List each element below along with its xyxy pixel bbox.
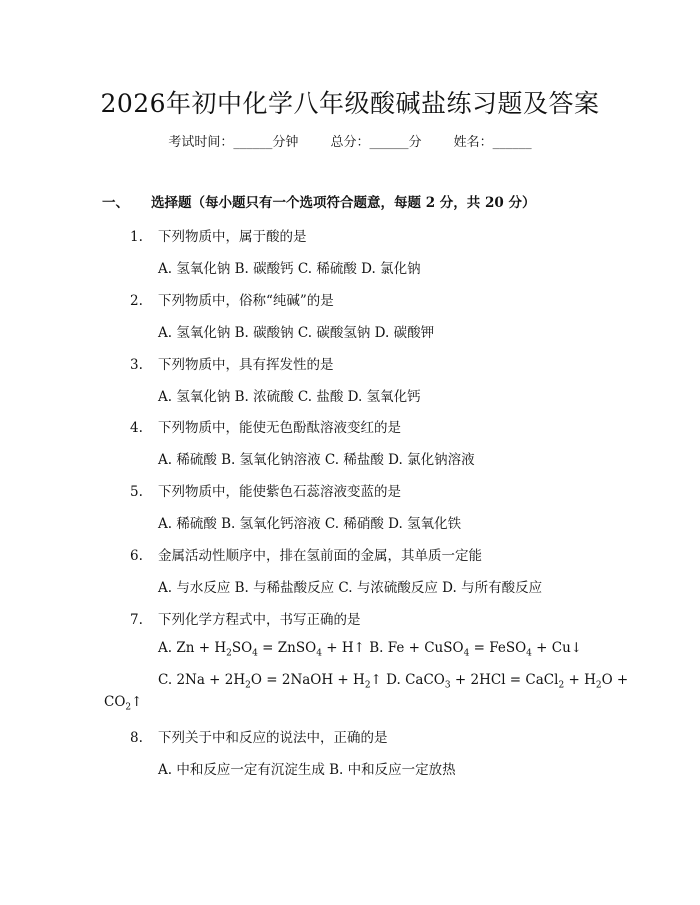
option-d-equation: CaCO$_3$ + 2HCl = CaCl$_2$ + $H_2O$ + xyxy=(405,672,629,691)
time-unit: 分钟 xyxy=(272,135,299,150)
option-a-equation: $Zn + H_2SO_4$ = ZnSO$_4$ + H↑ xyxy=(176,640,365,659)
question-number: 5. xyxy=(130,484,143,500)
total-score xyxy=(330,135,421,150)
option-c-equation: $2Na + 2H_2O$ = 2NaOH + $H_2↑$ xyxy=(176,672,382,691)
name-label: 姓名： xyxy=(453,135,493,150)
question-7 xyxy=(130,608,361,628)
section-text: 选择题（每小题只有一个选项符合题意，每题 2 分，共 20 分） xyxy=(151,195,536,211)
score-blank: ______ xyxy=(369,135,409,150)
question-number: 3. xyxy=(130,357,143,373)
name-blank: ______ xyxy=(492,135,532,150)
question-4-options: A. 稀硫酸 B. 氢氧化钠溶液 C. 稀盐酸 D. 氯化钠溶液 xyxy=(158,452,475,468)
question-stem: 下列物质中，能使无色酚酞溶液变红的是 xyxy=(158,420,401,436)
question-stem: 下列物质中，俗称“纯碱”的是 xyxy=(158,293,334,309)
option-d-label: D. xyxy=(386,672,401,688)
exam-meta xyxy=(0,131,700,150)
option-c-label: C. xyxy=(158,672,173,688)
page-title: 2026年初中化学八年级酸碱盐练习题及答案 xyxy=(100,89,600,118)
question-stem: 下列化学方程式中，书写正确的是 xyxy=(158,612,361,628)
question-2 xyxy=(130,289,334,309)
student-name xyxy=(454,135,532,150)
question-stem: 下列关于中和反应的说法中，正确的是 xyxy=(158,730,388,746)
option-d-equation-wrap: $CO_2↑$ xyxy=(104,694,143,713)
question-stem: 下列物质中，属于酸的是 xyxy=(158,229,307,245)
question-3-options: A. 氢氧化钠 B. 浓硫酸 C. 盐酸 D. 氢氧化钙 xyxy=(158,389,421,405)
score-label: 总分： xyxy=(330,135,370,150)
option-b-equation: Fe + CuSO$_4$ = FeSO$_4$ + Cu↓ xyxy=(387,640,583,659)
question-number: 4. xyxy=(130,420,143,436)
question-number: 7. xyxy=(130,612,143,628)
question-7-options-ab xyxy=(158,640,582,659)
question-7-options-cd xyxy=(158,672,628,691)
option-a-label: A. xyxy=(158,640,173,656)
question-8 xyxy=(130,726,388,746)
question-stem: 下列物质中，具有挥发性的是 xyxy=(158,357,334,373)
score-unit: 分 xyxy=(408,135,422,150)
time-blank: ______ xyxy=(233,135,273,150)
section-number: 一、 xyxy=(102,195,129,211)
question-6-options: A. 与水反应 B. 与稀盐酸反应 C. 与浓硫酸反应 D. 与所有酸反应 xyxy=(158,580,543,596)
question-1-options: A. 氢氧化钠 B. 碳酸钙 C. 稀硫酸 D. 氯化钠 xyxy=(158,261,421,277)
section-heading xyxy=(102,191,535,211)
question-5 xyxy=(130,480,401,500)
question-number: 2. xyxy=(130,293,143,309)
question-8-options: A. 中和反应一定有沉淀生成 B. 中和反应一定放热 xyxy=(158,762,456,778)
question-3 xyxy=(130,353,334,373)
question-stem: 金属活动性顺序中，排在氢前面的金属，其单质一定能 xyxy=(158,548,482,564)
question-5-options: A. 稀硫酸 B. 氢氧化钙溶液 C. 稀硝酸 D. 氢氧化铁 xyxy=(158,516,462,532)
question-4 xyxy=(130,416,401,436)
time-label: 考试时间： xyxy=(168,135,234,150)
question-number: 8. xyxy=(130,730,143,746)
question-number: 1. xyxy=(130,229,143,245)
option-b-label: B. xyxy=(369,640,384,656)
question-2-options: A. 氢氧化钠 B. 碳酸钠 C. 碳酸氢钠 D. 碳酸钾 xyxy=(158,325,435,341)
question-stem: 下列物质中，能使紫色石蕊溶液变蓝的是 xyxy=(158,484,401,500)
exam-time xyxy=(168,135,298,150)
question-6 xyxy=(130,544,482,564)
question-1 xyxy=(130,225,307,245)
question-number: 6. xyxy=(130,548,143,564)
